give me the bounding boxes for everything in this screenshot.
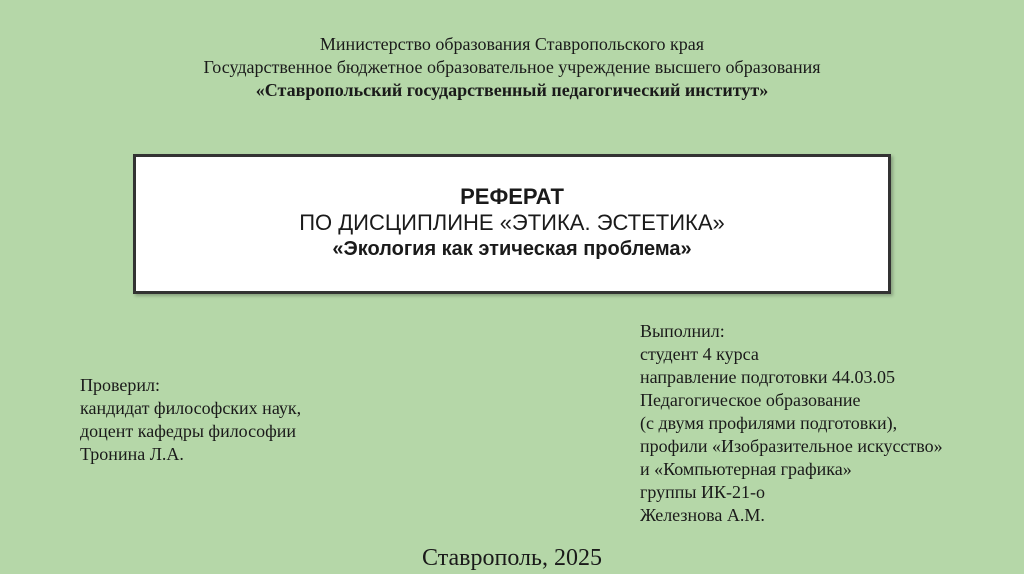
author-line: Педагогическое образование [640,390,861,410]
author-line: и «Компьютерная графика» [640,459,852,479]
author-block [640,320,943,527]
ministry-name: Министерство образования Ставропольского края [319,34,705,54]
city-year: Ставрополь, 2025 [422,545,602,571]
author-line: (с двумя профилями подготовки), [640,413,898,433]
author-line: направление подготовки 44.03.05 [640,367,895,387]
topic-title: «Экология как этическая проблема» [332,238,692,260]
checked-by-block [80,374,301,466]
author-line: группы ИК-21-о [640,482,765,502]
institution-type: Государственное бюджетное образовательное учреждение высшего образования [203,57,821,77]
institution-name: «Ставропольский государственный педагогический институт» [255,80,769,100]
author-line: студент 4 курса [640,344,759,364]
author-label: Выполнил: [640,321,725,341]
author-line: Железнова А.М. [640,505,765,525]
checked-by-label: Проверил: [80,375,160,395]
discipline-name: ПО ДИСЦИПЛИНЕ «ЭТИКА. ЭСТЕТИКА» [299,210,725,235]
checked-by-line: Тронина Л.А. [80,444,184,464]
title-box [133,154,891,294]
author-line: профили «Изобразительное искусство» [640,436,943,456]
checked-by-line: доцент кафедры философии [80,421,297,441]
checked-by-line: кандидат философских наук, [80,398,302,418]
institution-header [0,33,1024,102]
document-type: РЕФЕРАТ [460,184,564,209]
